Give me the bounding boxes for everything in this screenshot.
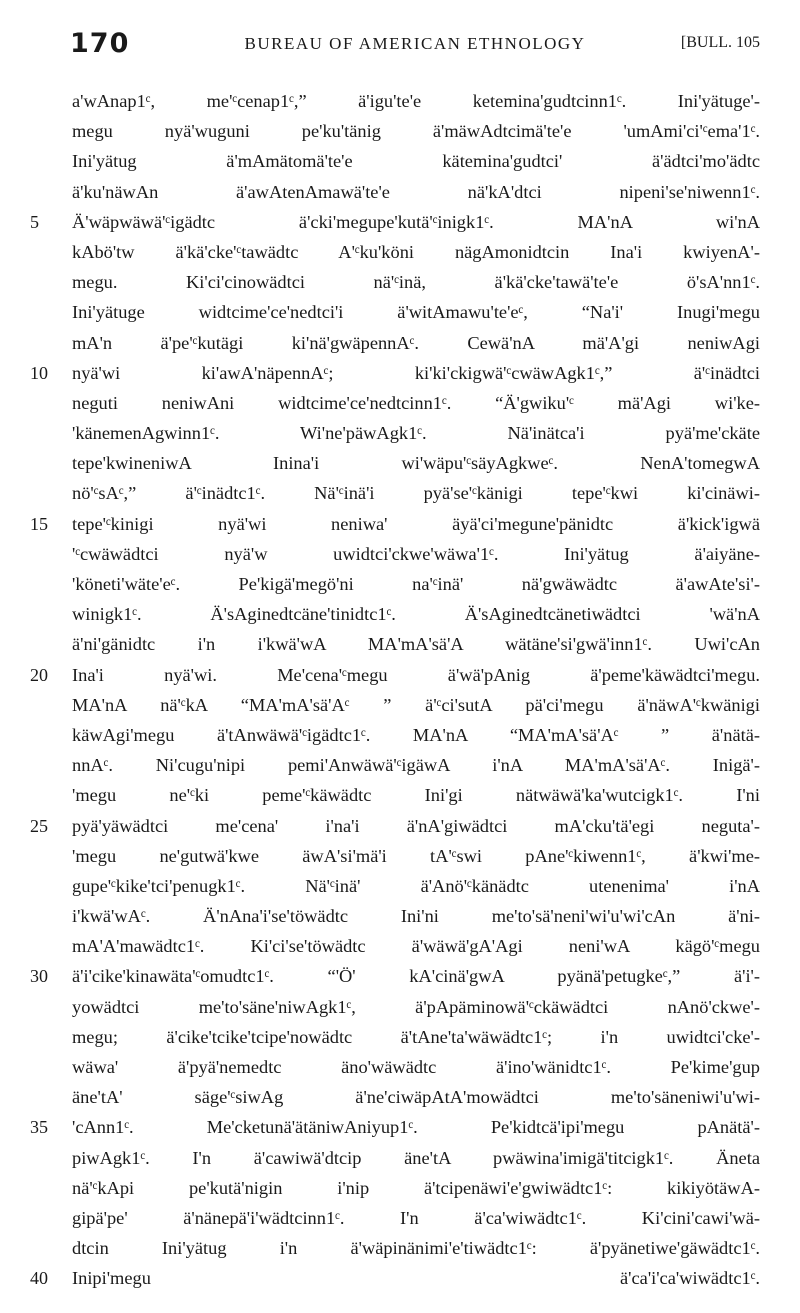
bulletin-reference: [BULL. 105 bbox=[680, 34, 760, 51]
text-line bbox=[30, 841, 760, 871]
text-line bbox=[30, 599, 760, 629]
line-text: i'kwä'wAᶜ. Ä'nAna'i'se'töwädtc Ini'ni me'to'sä'neni'wi'u'wi'cAn ä'ni- bbox=[72, 906, 760, 927]
text-line bbox=[30, 961, 760, 991]
line-text: megu nyä'wuguni pe'ku'tänig ä'mäwAdtcimä'te'e 'umAmi'ci'ᶜema'1ᶜ. bbox=[72, 121, 760, 142]
text-line bbox=[30, 780, 760, 810]
running-head: BUREAU OF AMERICAN ETHNOLOGY bbox=[244, 34, 586, 53]
line-text: yowädtci me'to'säne'niwAgk1ᶜ, ä'pApäminowä'ᶜckäwädtci nAnö'ckwe'- bbox=[72, 996, 760, 1017]
text-line bbox=[30, 1173, 760, 1203]
text-line bbox=[30, 146, 760, 176]
line-text: ä'ni'gänidtc i'n i'kwä'wA MA'mA'sä'A wätäne'si'gwä'inn1ᶜ. Uwi'cAn bbox=[72, 634, 760, 655]
text-line bbox=[30, 750, 760, 780]
text-line bbox=[30, 690, 760, 720]
line-text: nyä'wi ki'awA'näpennAᶜ; ki'ki'ckigwä'ᶜcwäwAgk1ᶜ,” ä'ᶜinädtci bbox=[72, 362, 760, 383]
page-header bbox=[70, 28, 760, 64]
text-line bbox=[30, 1082, 760, 1112]
line-text: wäwa' ä'pyä'nemedtc äno'wäwädtc ä'ino'wänidtc1ᶜ. Pe'kime'gup bbox=[72, 1057, 760, 1077]
text-line bbox=[30, 660, 760, 690]
text-line bbox=[30, 992, 760, 1022]
line-number: 10 bbox=[30, 362, 48, 383]
line-text: mA'A'mawädtc1ᶜ. Ki'ci'se'töwädtc ä'wäwä'gA'Agi neni'wA kägö'ᶜmegu bbox=[72, 936, 760, 957]
line-number: 25 bbox=[30, 815, 48, 836]
text-line bbox=[30, 1143, 760, 1173]
line-text: piwAgk1ᶜ. I'n ä'cawiwä'dtcip äne'tA pwäwina'imigä'titcigk1ᶜ. Äneta bbox=[72, 1147, 760, 1168]
text-line bbox=[30, 1022, 760, 1052]
line-number: 5 bbox=[30, 211, 39, 232]
line-text: ä'ku'näwAn ä'awAtenAmawä'te'e nä'kA'dtci nipeni'se'niwenn1ᶜ. bbox=[72, 181, 760, 202]
line-text: tepe'ᶜkinigi nyä'wi neniwa' äyä'ci'megune'pänidtc ä'kick'igwä bbox=[72, 513, 760, 534]
text-line bbox=[30, 1112, 760, 1142]
text-line bbox=[30, 569, 760, 599]
line-text: nö'ᶜsAᶜ,” ä'ᶜinädtc1ᶜ. Nä'ᶜinä'i pyä'se'ᶜkänigi tepe'ᶜkwi ki'cinäwi- bbox=[72, 483, 760, 504]
line-text: megu. Ki'ci'cinowädtci nä'ᶜinä, ä'kä'cke'tawä'te'e ö'sA'nn1ᶜ. bbox=[72, 272, 760, 293]
line-number: 35 bbox=[30, 1117, 48, 1138]
text-line bbox=[30, 871, 760, 901]
text-line bbox=[30, 1203, 760, 1233]
text-line bbox=[30, 116, 760, 146]
line-text: neguti neniwAni widtcime'ce'nedtcinn1ᶜ. “Ä'gwiku'ᶜ mä'Agi wi'ke- bbox=[72, 392, 760, 413]
text-line bbox=[30, 1233, 760, 1263]
line-text: 'känemenAgwinn1ᶜ. Wi'ne'päwAgk1ᶜ. Nä'inätca'i pyä'me'ckäte bbox=[72, 423, 760, 444]
line-text: Ini'yätug ä'mAmätomä'te'e kätemina'gudtci' ä'ädtci'mo'ädtc bbox=[72, 151, 760, 172]
text-line bbox=[30, 509, 760, 539]
text-line bbox=[30, 539, 760, 569]
line-text: Ina'i nyä'wi. Me'cena'ᶜmegu ä'wä'pAnig ä'peme'käwädtci'megu. bbox=[72, 664, 760, 685]
body-text bbox=[30, 86, 760, 1294]
text-line bbox=[30, 358, 760, 388]
line-text: Ini'yätuge widtcime'ce'nedtci'i ä'witAmawu'te'eᶜ, “Na'i' Inugi'megu bbox=[72, 302, 760, 323]
line-text: 'köneti'wäte'eᶜ. Pe'kigä'megö'ni na'ᶜinä' nä'gwäwädtc ä'awAte'si'- bbox=[72, 574, 760, 594]
text-line bbox=[30, 297, 760, 327]
text-line bbox=[30, 177, 760, 207]
text-line bbox=[30, 931, 760, 961]
line-number: 30 bbox=[30, 966, 48, 987]
line-text: 'cAnn1ᶜ. Me'cketunä'ätäniwAniyup1ᶜ. Pe'kidtcä'ipi'megu pAnätä'- bbox=[72, 1117, 760, 1138]
line-text: ä'i'cike'kinawäta'ᶜomudtc1ᶜ. “'Ö' kA'cinä'gwA pyänä'petugkeᶜ,” ä'i'- bbox=[72, 966, 760, 987]
line-text: pyä'yäwädtci me'cena' i'na'i ä'nA'giwädtci mA'cku'tä'egi neguta'- bbox=[72, 815, 760, 836]
line-text: winigk1ᶜ. Ä'sAginedtcäne'tinidtc1ᶜ. Ä'sAginedtcänetiwädtci 'wä'nA bbox=[72, 604, 760, 625]
line-text: nnAᶜ. Ni'cugu'nipi pemi'Anwäwä'ᶜigäwA i'nA MA'mA'sä'Aᶜ. Inigä'- bbox=[72, 755, 760, 776]
line-text: mA'n ä'pe'ᶜkutägi ki'nä'gwäpennAᶜ. Cewä'nA mä'A'gi neniwAgi bbox=[72, 332, 760, 353]
line-text: Ä'wäpwäwä'ᶜigädtc ä'cki'megupe'kutä'ᶜinigk1ᶜ. MA'nA wi'nA bbox=[72, 211, 760, 232]
line-number: 40 bbox=[30, 1268, 48, 1289]
text-line bbox=[30, 720, 760, 750]
text-line bbox=[30, 207, 760, 237]
text-line bbox=[30, 418, 760, 448]
line-text: 'ᶜcwäwädtci nyä'w uwidtci'ckwe'wäwa'1ᶜ. Ini'yätug ä'aiyäne- bbox=[72, 543, 760, 564]
line-text: tepe'kwineniwA Inina'i wi'wäpu'ᶜsäyAgkweᶜ. NenA'tomegwA bbox=[72, 453, 760, 474]
text-line bbox=[30, 811, 760, 841]
text-line bbox=[30, 448, 760, 478]
text-line bbox=[30, 1263, 760, 1293]
line-text: gupe'ᶜkike'tci'penugk1ᶜ. Nä'ᶜinä' ä'Anö'ᶜkänädtc utenenima' i'nA bbox=[72, 875, 760, 896]
text-line bbox=[30, 901, 760, 931]
line-text: äne'tA' säge'ᶜsiwAg ä'ne'ciwäpAtA'mowädtci me'to'säneniwi'u'wi- bbox=[72, 1087, 760, 1108]
line-text: gipä'pe' ä'nänepä'i'wädtcinn1ᶜ. I'n ä'ca'wiwädtc1ᶜ. Ki'cini'cawi'wä- bbox=[72, 1207, 760, 1228]
text-line bbox=[30, 237, 760, 267]
line-text: MA'nA nä'ᶜkA “MA'mA'sä'Aᶜ ” ä'ᶜci'sutA pä'ci'megu ä'näwA'ᶜkwänigi bbox=[72, 694, 760, 715]
line-number: 15 bbox=[30, 513, 48, 534]
line-text: 'megu ne'gutwä'kwe äwA'si'mä'i tA'ᶜswi pAne'ᶜkiwenn1ᶜ, ä'kwi'me- bbox=[72, 845, 760, 866]
text-line bbox=[30, 388, 760, 418]
line-text: a'wAnap1ᶜ, me'ᶜcenap1ᶜ,” ä'igu'te'e ketemina'gudtcinn1ᶜ. Ini'yätuge'- bbox=[72, 91, 760, 111]
text-line bbox=[30, 1052, 760, 1082]
line-number: 20 bbox=[30, 664, 48, 685]
text-line bbox=[30, 267, 760, 297]
page-number: 170 bbox=[70, 28, 130, 59]
line-text: Inipi'megu ä'ca'i'ca'wiwädtc1ᶜ. bbox=[72, 1268, 760, 1289]
text-line bbox=[30, 86, 760, 116]
text-line bbox=[30, 328, 760, 358]
text-line bbox=[30, 478, 760, 508]
line-text: nä'ᶜkApi pe'kutä'nigin i'nip ä'tcipenäwi'e'gwiwädtc1ᶜ: kikiyötäwA- bbox=[72, 1177, 760, 1198]
text-line bbox=[30, 629, 760, 659]
line-text: megu; ä'cike'tcike'tcipe'nowädtc ä'tAne'ta'wäwädtc1ᶜ; i'n uwidtci'cke'- bbox=[72, 1026, 760, 1047]
line-text: 'megu ne'ᶜki peme'ᶜkäwädtc Ini'gi nätwäwä'ka'wutcigk1ᶜ. I'ni bbox=[72, 785, 760, 806]
line-text: kAbö'tw ä'kä'cke'ᶜtawädtc A'ᶜku'köni nägAmonidtcin Ina'i kwiyenA'- bbox=[72, 241, 760, 262]
line-text: käwAgi'megu ä'tAnwäwä'ᶜigädtc1ᶜ. MA'nA “MA'mA'sä'Aᶜ ” ä'nätä- bbox=[72, 724, 760, 745]
line-text: dtcin Ini'yätug i'n ä'wäpinänimi'e'tiwädtc1ᶜ: ä'pyänetiwe'gäwädtc1ᶜ. bbox=[72, 1238, 760, 1259]
